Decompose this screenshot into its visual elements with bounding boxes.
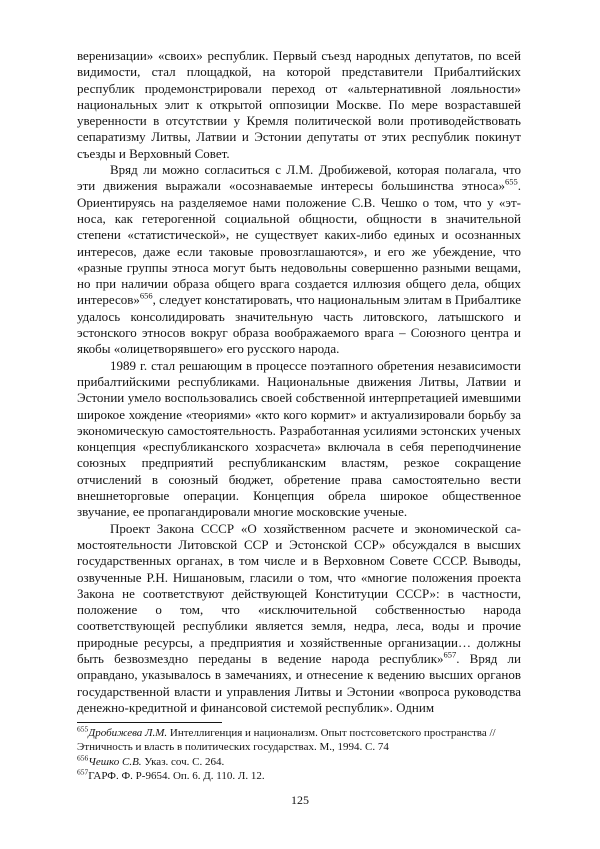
paragraph-4 bbox=[77, 521, 521, 717]
footnote-author: Чешко С.В. bbox=[88, 755, 142, 768]
footnote-655 bbox=[77, 726, 521, 755]
footnote-text: ГАРФ. Ф. Р-9654. Оп. 6. Д. 110. Л. 12. bbox=[88, 769, 265, 782]
page-number: 125 bbox=[291, 793, 309, 807]
paragraph-3-text: 1989 г. стал решающим в процессе поэтапного обретения независимости прибалтийскими республиками. Национальные движения Литвы, Латвии и Эстонии умело воспользовались своей собственной интерпретацией имевшими широкое хождение «теориями» «кто кого кормит» и актуализировали борьбу за экономическую самостоятельность. Разработанная усилиями эстонских ученых концепция «республиканского хозрасчета» включала в себя переподчинение союзных предприятий республиканским властям, резкое сокращение отчислений в союзный бюджет, обретение права самостоятельно вести внешнеторговые операции. Концепция обрела широкое общественное звучание, ее пропагандировали многие московские ученые. bbox=[77, 357, 521, 520]
paragraph-4-text-a: Проект Закона СССР «О хозяйственном расчете и экономической самостоятельности Литовской ССР и Эстонской ССР» обсуждался в высших государственных органах, в том числе и в Верховном Совете СССР. Выводы, озвученные Р.Н. Нишановым, гласили о том, что «многие положения проекта Закона не соответствуют действующей Конституции СССР»: в частности, положение о том, что «исключительной собственностью народа соответствующей республики является земля, недра, леса, воды и прочие природные ресурсы, а предприятия и хозяйственные организации… должны быть безвозмездно переданы в ведение народа республик» bbox=[77, 520, 521, 666]
paragraph-2-text-b: . Ориентируясь на разделяемое нами положение С.В. Чешко о том, что у «этноса, как гетерогенной социальной общности, общности в значительной степени «статистической», не существует каких-либо единых и осознанных интересов, даже если таковые провозглашаются», и его же убеждение, что «разные группы этноса могут быть недовольны совершенно разными вещами, но при наличии образа общего врага создается иллюзия общего дела, общих интересов» bbox=[77, 178, 521, 308]
paragraph-1 bbox=[77, 48, 521, 162]
footnote-ref-657[interactable]: 657 bbox=[443, 649, 457, 660]
footnote-divider bbox=[77, 722, 222, 723]
paragraph-2-text-c: , следует констатировать, что национальным элитам в Прибалтике удалось консолидировать значительную часть литовского, латышского и эстонского этносов вокруг образа воображаемого врага – Союзного центра и якобы «олицетворявшего» его русского народа. bbox=[77, 292, 521, 357]
footnote-ref-656[interactable]: 656 bbox=[139, 291, 153, 302]
footnote-author: Дробижева Л.М. bbox=[88, 727, 168, 739]
page-body bbox=[77, 48, 521, 716]
paragraph-3 bbox=[77, 358, 521, 521]
footnote-number: 657 bbox=[77, 767, 89, 777]
footnotes bbox=[77, 726, 521, 783]
footnote-657 bbox=[77, 769, 521, 783]
footnote-text: Интеллигенция и национализм. Опыт постсоветского пространства // Этничность и власть в политических государствах. М., 1994. С. 74 bbox=[77, 727, 496, 754]
paragraph-4-text-b: . Вряд ли оправдано, указывалось в замечаниях, и отнесение к ведению высших органов государственной власти и управления Литвы и Эстонии «вопроса руководства денежно-кредитной и финансовой системой республик». Одним bbox=[77, 650, 521, 715]
paragraph-2 bbox=[77, 162, 521, 358]
paragraph-2-text-a: Вряд ли можно согласиться с Л.М. Дробижевой, которая полагала, что эти движения выражали «осознаваемые интересы большинства этноса» bbox=[77, 162, 521, 194]
footnote-ref-655[interactable]: 655 bbox=[505, 177, 518, 188]
footnote-text: Указ. соч. С. 264. bbox=[141, 755, 225, 768]
footnote-number: 656 bbox=[77, 752, 89, 762]
footnote-number: 655 bbox=[77, 724, 89, 734]
paragraph-1-text: веренизации» «своих» республик. Первый съезд народных депутатов, по всей видимости, стал площадкой, на которой представители Прибалтийских республик продемонстрировали переход от «альтернативной лояльности» национальных элит к открытой оппозиции Москве. По мере возраставшей уверенности в отсутствии у Кремля политической воли противодействовать сепаратизму Литвы, Латвии и Эстонии депутаты от этих республик покинут съезды и Верховный Совет. bbox=[77, 48, 521, 161]
footnote-656 bbox=[77, 752, 521, 769]
